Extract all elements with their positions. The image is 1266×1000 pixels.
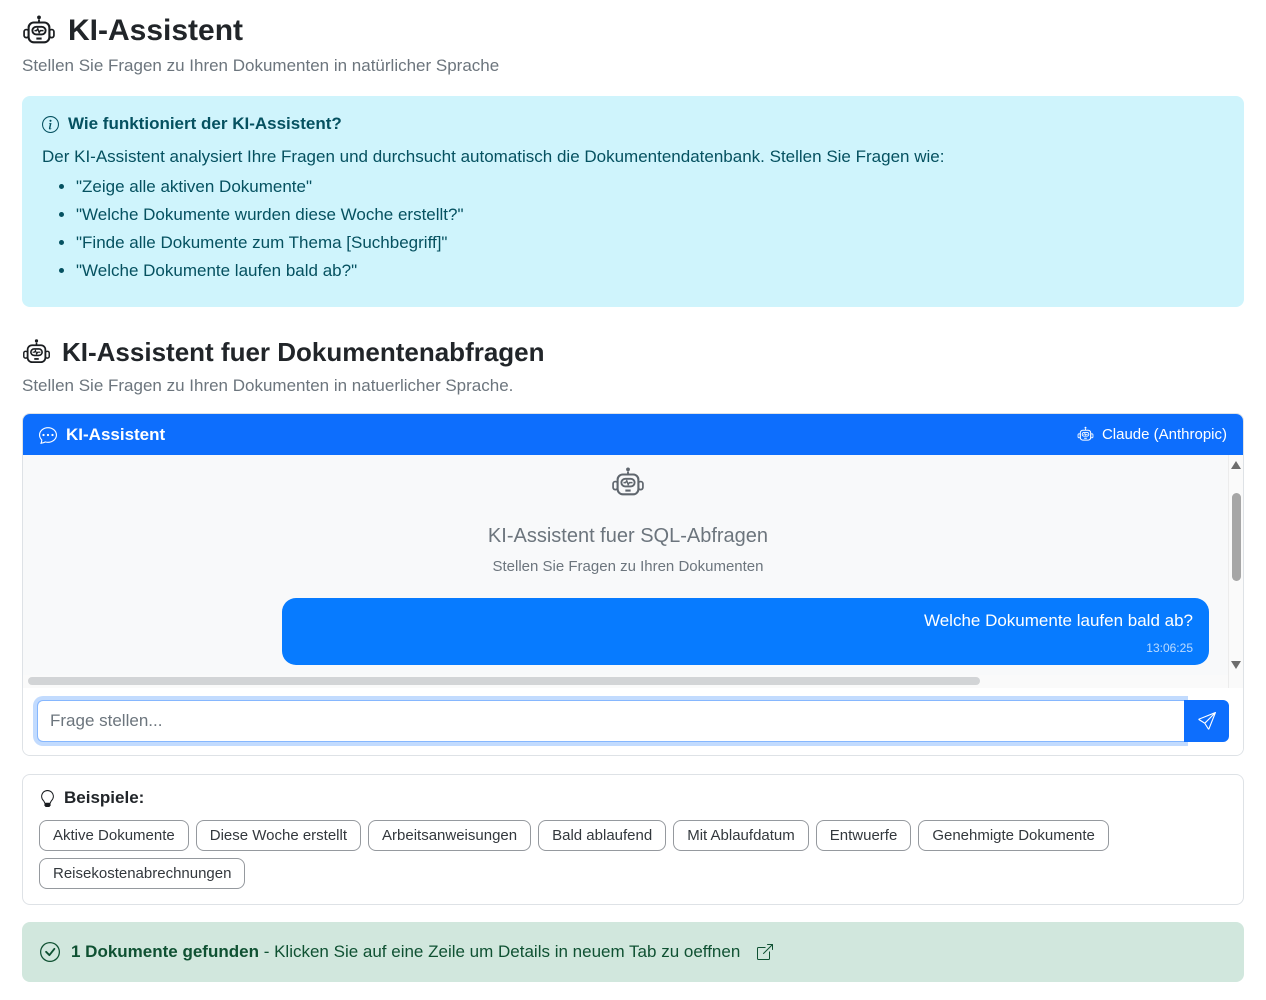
scroll-up-arrow-icon[interactable]: [1229, 457, 1243, 473]
info-circle-icon: [42, 116, 59, 133]
chat-dots-icon: [39, 426, 57, 444]
example-chip[interactable]: Arbeitsanweisungen: [368, 820, 531, 851]
section-title-text: KI-Assistent fuer Dokumentenabfragen: [62, 337, 545, 367]
result-banner-text: [71, 942, 740, 962]
info-example-item: • "Finde alle Dokumente zum Thema [Suchbegriff]": [76, 233, 1224, 253]
user-message-text: Welche Dokumente laufen bald ab?: [923, 611, 1193, 630]
info-example-item: • "Welche Dokumente wurden diese Woche erstellt?": [76, 205, 1224, 225]
horizontal-scrollbar[interactable]: [23, 675, 1228, 688]
result-hint: - Klicken Sie auf eine Zeile um Details in neuem Tab zu oeffnen: [258, 942, 741, 961]
examples-heading: [39, 788, 1227, 808]
info-example-item: • "Welche Dokumente laufen bald ab?": [76, 261, 1224, 281]
info-alert: [22, 96, 1244, 307]
check-circle-icon: [40, 942, 60, 962]
box-arrow-up-right-icon: [757, 944, 773, 960]
example-chip[interactable]: Reisekostenabrechnungen: [39, 858, 245, 889]
vertical-scrollbar-thumb[interactable]: [1232, 493, 1241, 581]
chat-placeholder-subtitle: Stellen Sie Fragen zu Ihren Dokumenten: [492, 558, 764, 575]
user-message-timestamp: 13:06:25: [1146, 641, 1193, 656]
chat-card: [22, 413, 1244, 756]
page-subtitle: Stellen Sie Fragen zu Ihren Dokumenten in natürlicher Sprache: [22, 56, 500, 75]
robot-icon: [22, 338, 51, 367]
example-chip[interactable]: Bald ablaufend: [538, 820, 666, 851]
example-chip[interactable]: Genehmigte Dokumente: [918, 820, 1109, 851]
horizontal-scrollbar-thumb[interactable]: [28, 677, 980, 685]
example-chip[interactable]: Entwuerfe: [816, 820, 912, 851]
info-alert-heading-text: Wie funktioniert der KI-Assistent?: [68, 114, 342, 133]
examples-panel: [22, 774, 1244, 905]
chat-placeholder-title: KI-Assistent fuer SQL-Abfragen: [487, 525, 769, 547]
examples-heading-text: Beispiele:: [64, 788, 145, 807]
vertical-scrollbar[interactable]: [1228, 455, 1243, 688]
chat-placeholder: [39, 466, 1227, 575]
send-button[interactable]: [1184, 700, 1229, 742]
send-icon: [1198, 712, 1216, 730]
page-title-text: KI-Assistent: [68, 14, 244, 47]
chat-header-title: [39, 425, 165, 445]
robot-icon: [22, 14, 56, 48]
example-chip[interactable]: Aktive Dokumente: [39, 820, 189, 851]
robot-icon: [611, 466, 645, 500]
example-chip[interactable]: Diese Woche erstellt: [196, 820, 361, 851]
section-title: [22, 337, 1244, 368]
robot-icon: [1077, 426, 1094, 443]
chat-input-row: [23, 688, 1243, 755]
user-message-bubble: [282, 598, 1209, 665]
lightbulb-icon: [39, 790, 56, 807]
question-input[interactable]: [37, 700, 1184, 742]
chat-header-title-text: KI-Assistent: [66, 424, 166, 444]
result-count: 1 Dokumente gefunden: [71, 942, 259, 961]
chat-header: [23, 414, 1243, 455]
example-chip[interactable]: Mit Ablaufdatum: [673, 820, 809, 851]
section-subtitle: Stellen Sie Fragen zu Ihren Dokumenten in natuerlicher Sprache.: [22, 376, 514, 395]
scroll-down-arrow-icon[interactable]: [1229, 657, 1243, 673]
model-badge-text: Claude (Anthropic): [1101, 426, 1227, 443]
result-banner: [22, 922, 1244, 982]
info-alert-intro: Der KI-Assistent analysiert Ihre Fragen und durchsucht automatisch die Dokumentendatenbank. Stellen Sie Fragen wie:: [42, 147, 945, 166]
page-title: [22, 14, 1244, 48]
info-example-item: • "Zeige alle aktiven Dokumente": [76, 177, 1224, 197]
example-chip-list: [39, 820, 1227, 889]
info-alert-heading: [42, 114, 1224, 134]
chat-message-area: [23, 455, 1243, 688]
model-badge: [1077, 426, 1227, 443]
info-example-list: [42, 177, 1224, 281]
